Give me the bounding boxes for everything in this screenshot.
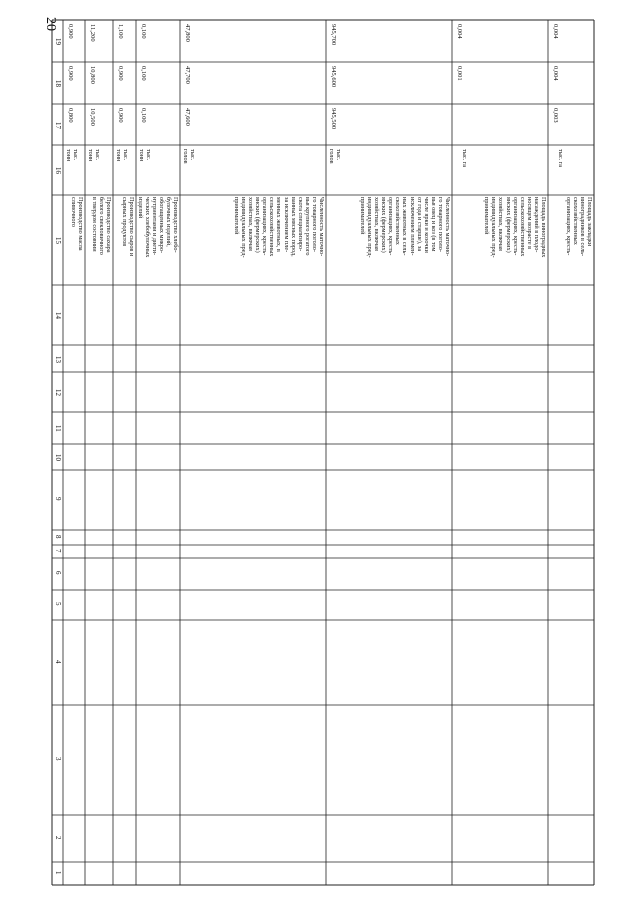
value-cell: 0,900 bbox=[67, 24, 74, 39]
unit-line: тыс. bbox=[335, 149, 342, 161]
unit-of-measure bbox=[557, 149, 564, 167]
indicator-line: организациях, кресть- bbox=[261, 197, 269, 256]
value-cell: 945,500 bbox=[330, 108, 337, 130]
column-number: 2 bbox=[54, 836, 62, 840]
value-cell: 47,800 bbox=[184, 24, 191, 42]
unit-line: тонн bbox=[86, 149, 94, 162]
unit-line: тыс. га bbox=[557, 149, 564, 167]
indicator-line: Производство сыров и bbox=[128, 197, 135, 257]
value-cell: 0,100 bbox=[140, 66, 147, 81]
unit-line: тыс. bbox=[72, 149, 79, 161]
indicator-line: ческих хлебобулочных bbox=[143, 197, 151, 258]
unit-line: тыс. bbox=[189, 149, 196, 161]
indicator-line: носящем возрасте в bbox=[525, 197, 533, 250]
indicator-line: Площадь виноградных bbox=[540, 197, 547, 258]
value-cell: 11,200 bbox=[89, 24, 96, 42]
indicator-line: в твердом состоянии bbox=[90, 197, 98, 252]
indicator-name bbox=[70, 197, 84, 251]
indicator-line: янских (фермерских) bbox=[504, 197, 512, 253]
indicator-line: изделий bbox=[136, 197, 144, 219]
page-number: 20 bbox=[43, 17, 58, 31]
column-number: 15 bbox=[54, 237, 62, 244]
indicator-line: янских (фермерских) bbox=[380, 197, 388, 253]
unit-line: тонн bbox=[137, 149, 145, 162]
indicator-line: сельскохозяйственных bbox=[518, 197, 526, 257]
indicator-line: за исключением пле- bbox=[282, 197, 290, 253]
unit-of-measure bbox=[65, 149, 79, 161]
indicator-line: организациях, кресть- bbox=[387, 197, 395, 256]
indicator-line: от года и старше), за bbox=[415, 197, 423, 252]
indicator-name bbox=[483, 197, 547, 258]
indicator-line: индивидуальных пред- bbox=[365, 197, 373, 258]
value-cell: 0,900 bbox=[67, 66, 74, 81]
indicator-line: хозяйствах, включая bbox=[497, 197, 505, 251]
value-cell: 0,100 bbox=[140, 24, 147, 39]
indicator-name bbox=[136, 197, 179, 257]
indicator-line: го товарного поголо- bbox=[310, 197, 318, 252]
unit-of-measure bbox=[182, 149, 196, 164]
unit-of-measure bbox=[115, 149, 129, 161]
unit-line: тонн bbox=[114, 149, 122, 162]
column-number: 12 bbox=[54, 389, 62, 396]
column-number: 13 bbox=[54, 356, 62, 363]
unit-line: тыс. bbox=[122, 149, 129, 161]
indicator-line: ных животных в сель- bbox=[401, 197, 409, 256]
value-cell: 10,800 bbox=[89, 66, 96, 84]
indicator-line: скохозяйственных bbox=[571, 197, 579, 245]
indicator-name bbox=[121, 197, 135, 256]
value-cell: 0,004 bbox=[456, 24, 463, 39]
value-cell: 0,800 bbox=[67, 108, 74, 123]
value-cell: 0,100 bbox=[140, 108, 147, 123]
column-number: 1 bbox=[54, 871, 62, 875]
value-cell: 0,004 bbox=[552, 24, 559, 39]
indicator-line: нутриентами и диети- bbox=[150, 197, 158, 256]
value-cell: 945,700 bbox=[330, 24, 337, 46]
indicator-line: Площадь закладки bbox=[586, 197, 593, 247]
column-number: 18 bbox=[54, 80, 62, 87]
indicator-line: сливочного bbox=[69, 197, 77, 227]
indicator-line: белого свекловичного bbox=[97, 197, 105, 255]
column-number: 10 bbox=[54, 454, 62, 461]
indicator-line: вья крупного рогатого bbox=[303, 197, 311, 256]
indicator-line: янских (фермерских) bbox=[254, 197, 262, 253]
indicator-line: сырных продуктов bbox=[120, 197, 128, 247]
indicator-name bbox=[565, 197, 593, 256]
indicator-line: Производство масла bbox=[77, 197, 84, 251]
column-number: 6 bbox=[54, 571, 62, 575]
unit-line: голов bbox=[181, 149, 189, 164]
column-number: 3 bbox=[54, 757, 62, 761]
unit-line: голов bbox=[327, 149, 335, 164]
indicator-name bbox=[233, 197, 325, 258]
indicator-name bbox=[359, 197, 451, 258]
indicator-line: ванных мясных пород, bbox=[289, 197, 297, 257]
column-number: 4 bbox=[54, 660, 62, 664]
unit-of-measure bbox=[138, 149, 152, 161]
column-number: 5 bbox=[54, 602, 62, 606]
indicator-line: Численность маточно- bbox=[444, 197, 451, 257]
value-cell: 0,003 bbox=[552, 108, 559, 123]
column-number: 14 bbox=[54, 312, 62, 319]
indicator-line: виноградников в сель- bbox=[578, 197, 586, 257]
indicator-line: хозяйствах, включая bbox=[247, 197, 255, 251]
column-number: 16 bbox=[54, 167, 62, 174]
indicator-line: организациях, кресть- bbox=[511, 197, 519, 256]
indicator-line: хозяйствах, включая bbox=[373, 197, 381, 251]
value-cell: 1,100 bbox=[117, 24, 124, 39]
indicator-line: числе ярки и козочки bbox=[422, 197, 430, 253]
indicator-line: принимателей bbox=[232, 197, 240, 235]
column-number: 7 bbox=[54, 549, 62, 553]
indicator-line: исключением племен- bbox=[408, 197, 416, 256]
value-cell: 0,900 bbox=[117, 66, 124, 81]
unit-line: тонн bbox=[64, 149, 72, 162]
indicator-line: обогащенных микро- bbox=[157, 197, 165, 254]
indicator-line: вья овец и коз (в том bbox=[429, 197, 437, 252]
column-number: 9 bbox=[54, 497, 62, 501]
unit-of-measure bbox=[461, 149, 468, 167]
column-number: 17 bbox=[54, 122, 62, 129]
indicator-line: менных животных, в bbox=[275, 197, 283, 252]
unit-of-measure bbox=[87, 149, 101, 161]
indicator-line: индивидуальных пред- bbox=[239, 197, 247, 258]
indicator-line: насаждений в плодо- bbox=[532, 197, 540, 253]
value-cell: 0,001 bbox=[456, 66, 463, 81]
indicator-line: скота специализиро- bbox=[296, 197, 304, 252]
column-number: 11 bbox=[54, 425, 62, 432]
indicator-line: сельскохозяйственных bbox=[268, 197, 276, 257]
value-cell: 47,600 bbox=[184, 108, 191, 126]
unit-line: тыс. га bbox=[461, 149, 468, 167]
indicator-line: булочных изделий, bbox=[164, 197, 172, 247]
value-cell: 0,900 bbox=[117, 108, 124, 123]
indicator-line: Численность маточно- bbox=[318, 197, 325, 257]
value-cell: 945,600 bbox=[330, 66, 337, 88]
indicator-line: го товарного поголо- bbox=[436, 197, 444, 252]
unit-line: тыс. bbox=[145, 149, 152, 161]
indicator-line: принимателей bbox=[483, 197, 491, 235]
indicator-line: индивидуальных пред- bbox=[490, 197, 498, 258]
value-cell: 10,500 bbox=[89, 108, 96, 126]
indicator-line: Производство сахара bbox=[105, 197, 112, 253]
indicator-line: скохозяйственных bbox=[394, 197, 402, 245]
column-number: 8 bbox=[54, 535, 62, 539]
value-cell: 47,700 bbox=[184, 66, 191, 84]
indicator-name bbox=[91, 197, 112, 255]
indicator-line: Производство хлебо- bbox=[172, 197, 179, 253]
unit-of-measure bbox=[328, 149, 342, 164]
value-cell: 0,004 bbox=[552, 66, 559, 81]
indicator-line: организациях, кресть- bbox=[564, 197, 572, 256]
indicator-line: принимателей bbox=[358, 197, 366, 235]
column-number: 19 bbox=[54, 38, 62, 45]
unit-line: тыс. bbox=[94, 149, 101, 161]
